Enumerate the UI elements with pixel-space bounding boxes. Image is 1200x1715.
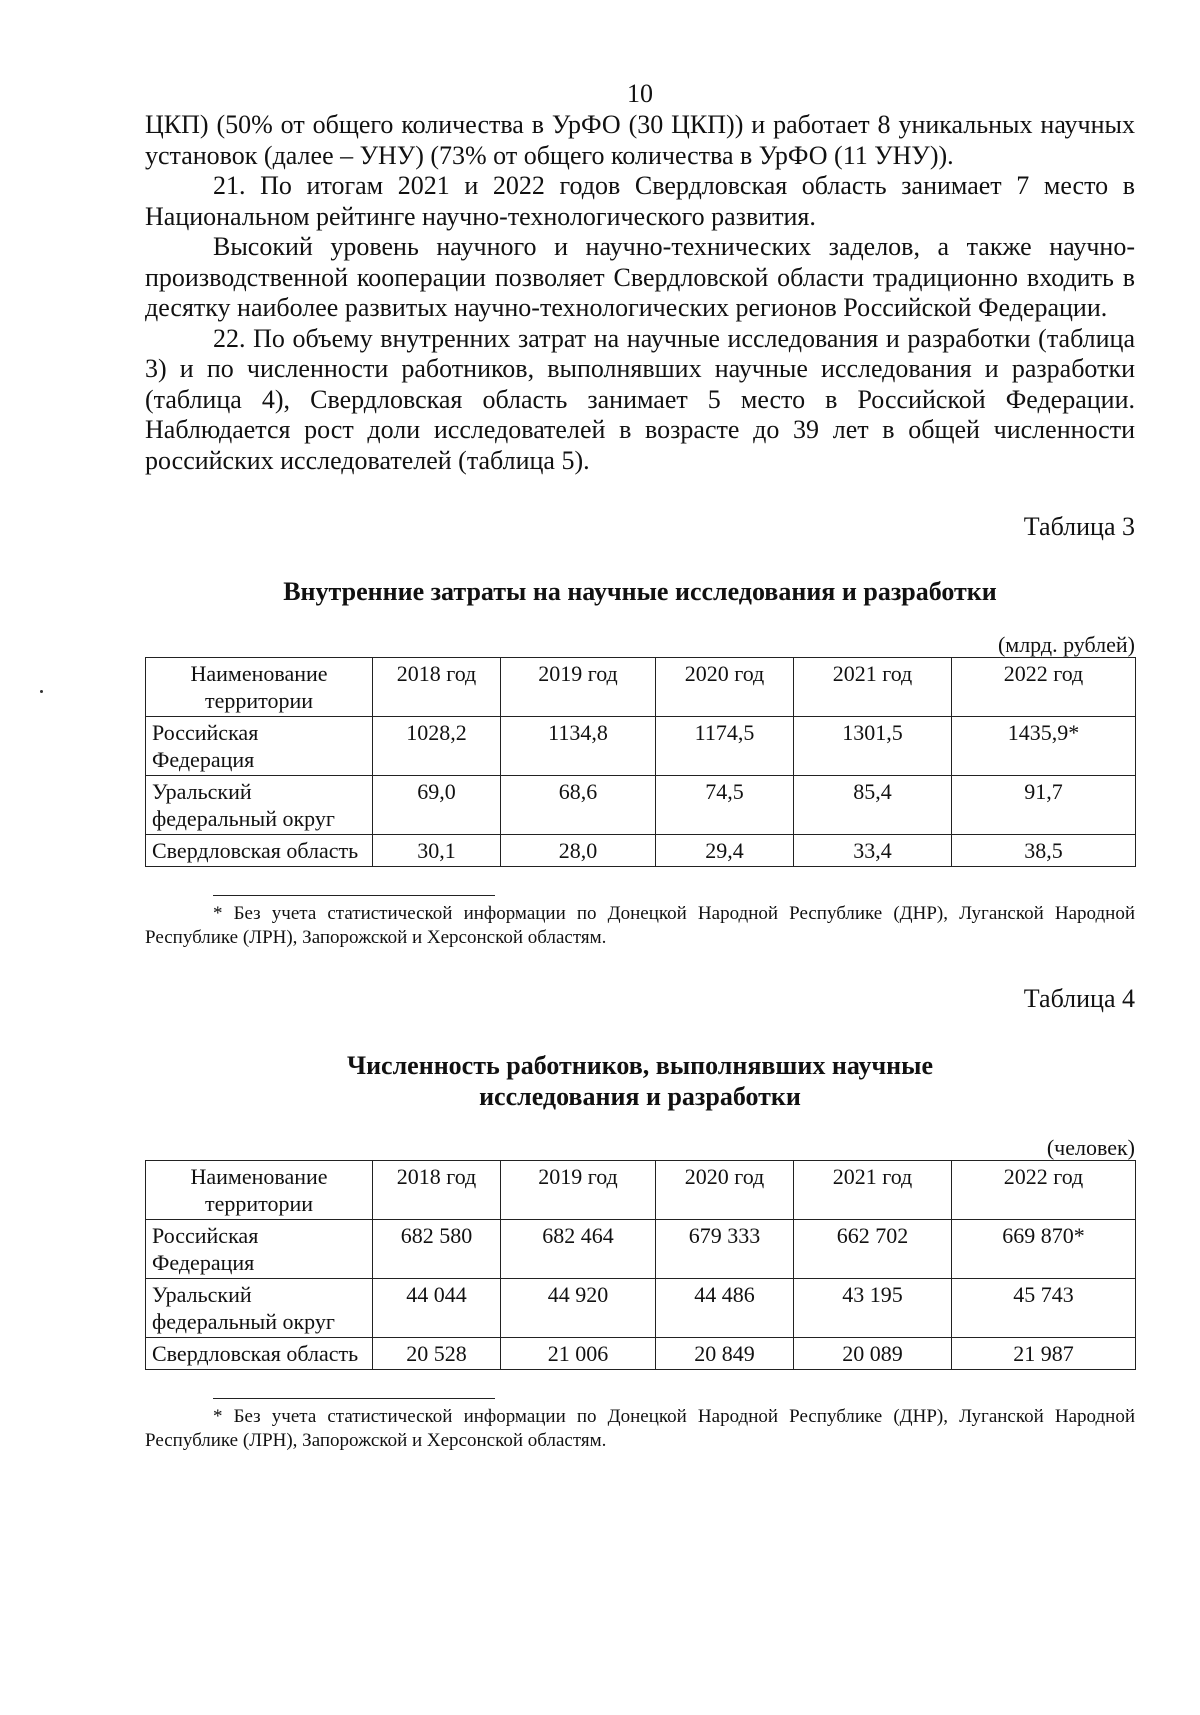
paragraph-level: Высокий уровень научного и научно-технических заделов, а также научно-производственной кооперации позволяет Свердловской области традиционно входить в десятку наиболее развитых научно-технологических регионов Российской Федерации. [145, 232, 1135, 322]
table-cell: Свердловская область [146, 1338, 373, 1370]
table-cell: Уральский федеральный округ [146, 1279, 373, 1338]
table4-header-2021: 2021 год [794, 1161, 952, 1220]
table-row [146, 717, 1136, 776]
table-cell: 44 044 [373, 1279, 501, 1338]
table4-title [145, 1050, 1135, 1112]
table3-header-2018: 2018 год [373, 658, 501, 717]
table4-header-2022: 2022 год [952, 1161, 1136, 1220]
paragraph-21: 21. По итогам 2021 и 2022 годов Свердловская область занимает 7 место в Национальном рейтинге научно-технологического развития. [145, 171, 1135, 231]
table-row [146, 1338, 1136, 1370]
table4-title-line1: Численность работников, выполнявших научные [346, 1051, 933, 1080]
table-cell: 20 089 [794, 1338, 952, 1370]
table4-header-2018: 2018 год [373, 1161, 501, 1220]
table-row [146, 776, 1136, 835]
table3-header-2019: 2019 год [501, 658, 656, 717]
table-cell: 38,5 [952, 835, 1136, 867]
table-cell: 662 702 [794, 1220, 952, 1279]
table4-header-row [146, 1161, 1136, 1220]
table-cell: 68,6 [501, 776, 656, 835]
table-cell: Свердловская область [146, 835, 373, 867]
table-cell: 1028,2 [373, 717, 501, 776]
table4-title-line2: исследования и разработки [479, 1082, 801, 1111]
table3 [145, 657, 1136, 867]
table-cell: 33,4 [794, 835, 952, 867]
table-cell: Российская Федерация [146, 1220, 373, 1279]
table-cell: 44 486 [656, 1279, 794, 1338]
paragraph-continuation: ЦКП) (50% от общего количества в УрФО (30 ЦКП)) и работает 8 уникальных научных установок (далее – УНУ) (73% от общего количества в УрФО (11 УНУ)). [145, 110, 1135, 170]
table-cell: Уральский федеральный округ [146, 776, 373, 835]
table-cell: 44 920 [501, 1279, 656, 1338]
table-cell: 45 743 [952, 1279, 1136, 1338]
table3-header-row [146, 658, 1136, 717]
table-cell: 21 987 [952, 1338, 1136, 1370]
table-cell: 21 006 [501, 1338, 656, 1370]
table4-unit: (человек) [1046, 1135, 1135, 1160]
table-cell: 69,0 [373, 776, 501, 835]
table-cell: 679 333 [656, 1220, 794, 1279]
table-cell: 669 870* [952, 1220, 1136, 1279]
table4-footnote: * Без учета статистической информации по Донецкой Народной Республике (ДНР), Луганской Народной Республике (ЛРН), Запорожской и Херсонской областям. [145, 1406, 1135, 1451]
table3-header-name: Наименование территории [146, 658, 373, 717]
table3-unit: (млрд. рублей) [997, 632, 1135, 657]
table-cell: 20 849 [656, 1338, 794, 1370]
table3-label: Таблица 3 [1023, 512, 1135, 541]
table-cell: 20 528 [373, 1338, 501, 1370]
table4-header-name: Наименование территории [146, 1161, 373, 1220]
table3-footnote: * Без учета статистической информации по Донецкой Народной Республике (ДНР), Луганской Народной Республике (ЛРН), Запорожской и Херсонской областям. [145, 903, 1135, 948]
footnote-divider [213, 895, 495, 896]
table-row [146, 835, 1136, 867]
table-cell: 74,5 [656, 776, 794, 835]
page-number: 10 [627, 79, 653, 108]
table3-title: Внутренние затраты на научные исследования и разработки [283, 577, 997, 606]
table3-header-2022: 2022 год [952, 658, 1136, 717]
scan-dot [40, 690, 43, 693]
table3-header-2020: 2020 год [656, 658, 794, 717]
table-cell: 1435,9* [952, 717, 1136, 776]
paragraph-22: 22. По объему внутренних затрат на научные исследования и разработки (таблица 3) и по численности работников, выполнявших научные исследования и разработки (таблица 4), Свердловская область занимает 5 место в Российской Федерации. Наблюдается рост доли исследователей в возрасте до 39 лет в общей численности российских исследователей (таблица 5). [145, 323, 1135, 475]
table-cell: 30,1 [373, 835, 501, 867]
table-cell: 1174,5 [656, 717, 794, 776]
table-cell: 1134,8 [501, 717, 656, 776]
table4 [145, 1160, 1136, 1370]
table-cell: 28,0 [501, 835, 656, 867]
table-cell: 91,7 [952, 776, 1136, 835]
table-cell: 85,4 [794, 776, 952, 835]
table4-label: Таблица 4 [1023, 984, 1135, 1013]
table4-header-2020: 2020 год [656, 1161, 794, 1220]
table-cell: 1301,5 [794, 717, 952, 776]
footnote-divider [213, 1398, 495, 1399]
table-cell: 682 580 [373, 1220, 501, 1279]
table-cell: Российская Федерация [146, 717, 373, 776]
table3-header-2021: 2021 год [794, 658, 952, 717]
table4-header-2019: 2019 год [501, 1161, 656, 1220]
table-row [146, 1220, 1136, 1279]
table-cell: 682 464 [501, 1220, 656, 1279]
table-cell: 29,4 [656, 835, 794, 867]
table-row [146, 1279, 1136, 1338]
table-cell: 43 195 [794, 1279, 952, 1338]
document-page [145, 78, 1135, 1453]
